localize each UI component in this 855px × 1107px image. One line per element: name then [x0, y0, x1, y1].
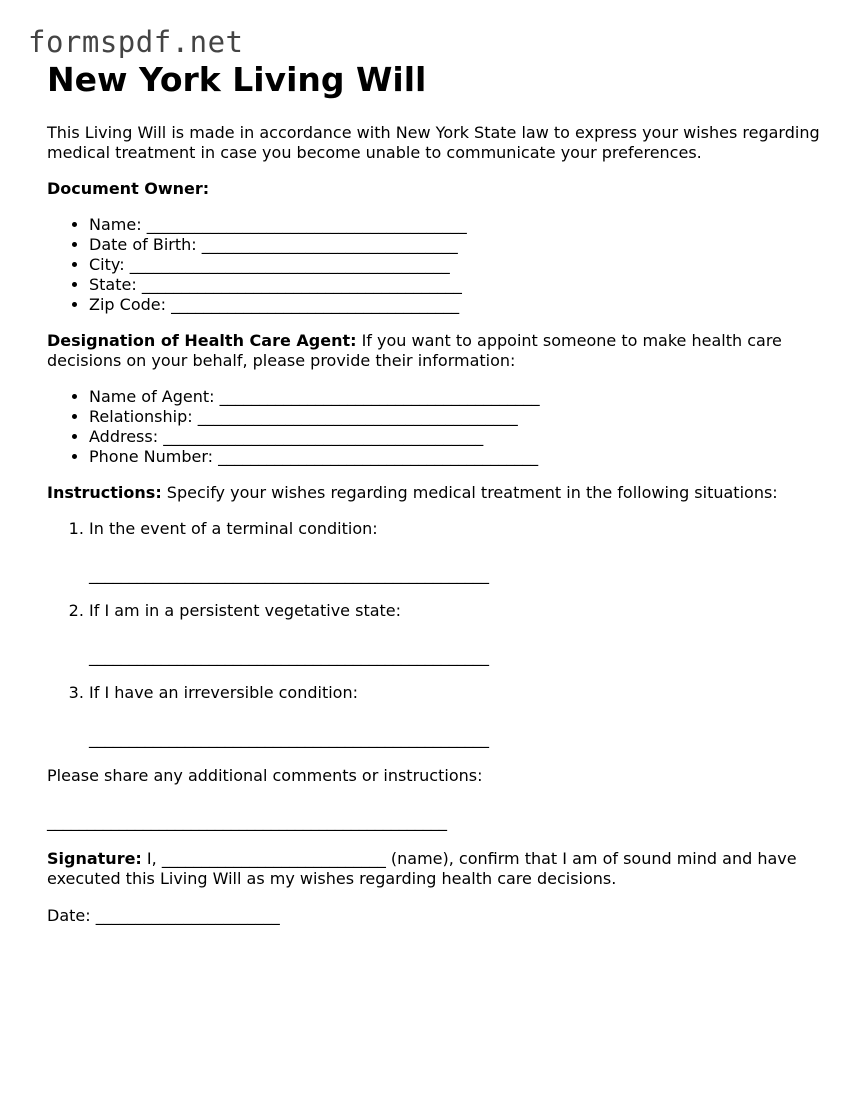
situations-list	[47, 519, 827, 749]
owner-state-field[interactable]	[89, 275, 827, 295]
answer-line[interactable]: __________________________________________________	[89, 565, 489, 584]
answer-line[interactable]: __________________________________________________	[89, 647, 489, 666]
field-label: City:	[89, 255, 125, 274]
date-label: Date:	[47, 906, 91, 925]
situation-label: 1. In the event of a terminal condition:	[89, 519, 378, 538]
blank-line[interactable]: ________________________________	[201, 235, 458, 254]
blank-line[interactable]: ________________________________________	[219, 387, 540, 406]
instructions-heading: Instructions:	[47, 483, 162, 502]
date-blank-line[interactable]: _______________________	[95, 906, 280, 925]
agent-name-field[interactable]	[89, 387, 827, 407]
signature-name-line[interactable]: ____________________________	[161, 849, 386, 868]
agent-relationship-field[interactable]	[89, 407, 827, 427]
owner-zip-field[interactable]	[89, 295, 827, 315]
agent-section-heading	[47, 331, 827, 371]
blank-line[interactable]: ____________________________________	[171, 295, 460, 314]
field-label: Date of Birth:	[89, 235, 197, 254]
blank-line[interactable]: ________________________________________	[163, 427, 484, 446]
intro-paragraph: This Living Will is made in accordance with New York State law to express your wishes regarding medical treatment in case you become unable to communicate your preferences.	[47, 123, 820, 162]
field-label: Address:	[89, 427, 159, 446]
agent-phone-field[interactable]	[89, 447, 827, 467]
situation-label: 2. If I am in a persistent vegetative state:	[89, 601, 402, 620]
agent-fields-list	[47, 387, 827, 467]
comments-line[interactable]: __________________________________________________	[47, 812, 447, 831]
field-label: Zip Code:	[89, 295, 166, 314]
answer-line[interactable]: __________________________________________________	[89, 729, 489, 748]
blank-line[interactable]: ________________________________________	[146, 215, 467, 234]
owner-fields-list	[47, 215, 827, 315]
situation-item	[89, 601, 827, 667]
situation-item	[89, 519, 827, 585]
watermark-logo: formspdf.net	[28, 25, 244, 59]
comments-label: Please share any additional comments or instructions:	[47, 766, 483, 785]
agent-address-field[interactable]	[89, 427, 827, 447]
owner-section-heading	[47, 179, 827, 199]
situation-label: 3. If I have an irreversible condition:	[89, 683, 358, 702]
field-label: Phone Number:	[89, 447, 214, 466]
agent-description: If you want to appoint someone to make health care decisions on your behalf, please provide their information:	[47, 331, 782, 370]
instructions-section-heading	[47, 483, 827, 503]
owner-city-field[interactable]	[89, 255, 827, 275]
signature-post: (name), confirm that I am of sound mind and have executed this Living Will as my wishes regarding health care decisions.	[47, 849, 797, 888]
situation-item	[89, 683, 827, 749]
owner-name-field[interactable]	[89, 215, 827, 235]
blank-line[interactable]: ________________________________________	[218, 447, 539, 466]
document-title: New York Living Will	[47, 60, 427, 99]
blank-line[interactable]: ________________________________________	[129, 255, 450, 274]
signature-heading: Signature:	[47, 849, 142, 868]
instructions-description: Specify your wishes regarding medical treatment in the following situations:	[161, 483, 778, 502]
owner-dob-field[interactable]	[89, 235, 827, 255]
signature-statement	[47, 849, 827, 889]
owner-heading: Document Owner:	[47, 179, 210, 198]
blank-line[interactable]: ________________________________________	[197, 407, 518, 426]
date-field	[47, 906, 827, 926]
agent-heading: Designation of Health Care Agent:	[47, 331, 357, 350]
field-label: Relationship:	[89, 407, 193, 426]
field-label: Name:	[89, 215, 142, 234]
field-label: Name of Agent:	[89, 387, 215, 406]
blank-line[interactable]: ________________________________________	[141, 275, 462, 294]
field-label: State:	[89, 275, 137, 294]
signature-pre: I,	[141, 849, 162, 868]
document-body	[47, 60, 827, 926]
